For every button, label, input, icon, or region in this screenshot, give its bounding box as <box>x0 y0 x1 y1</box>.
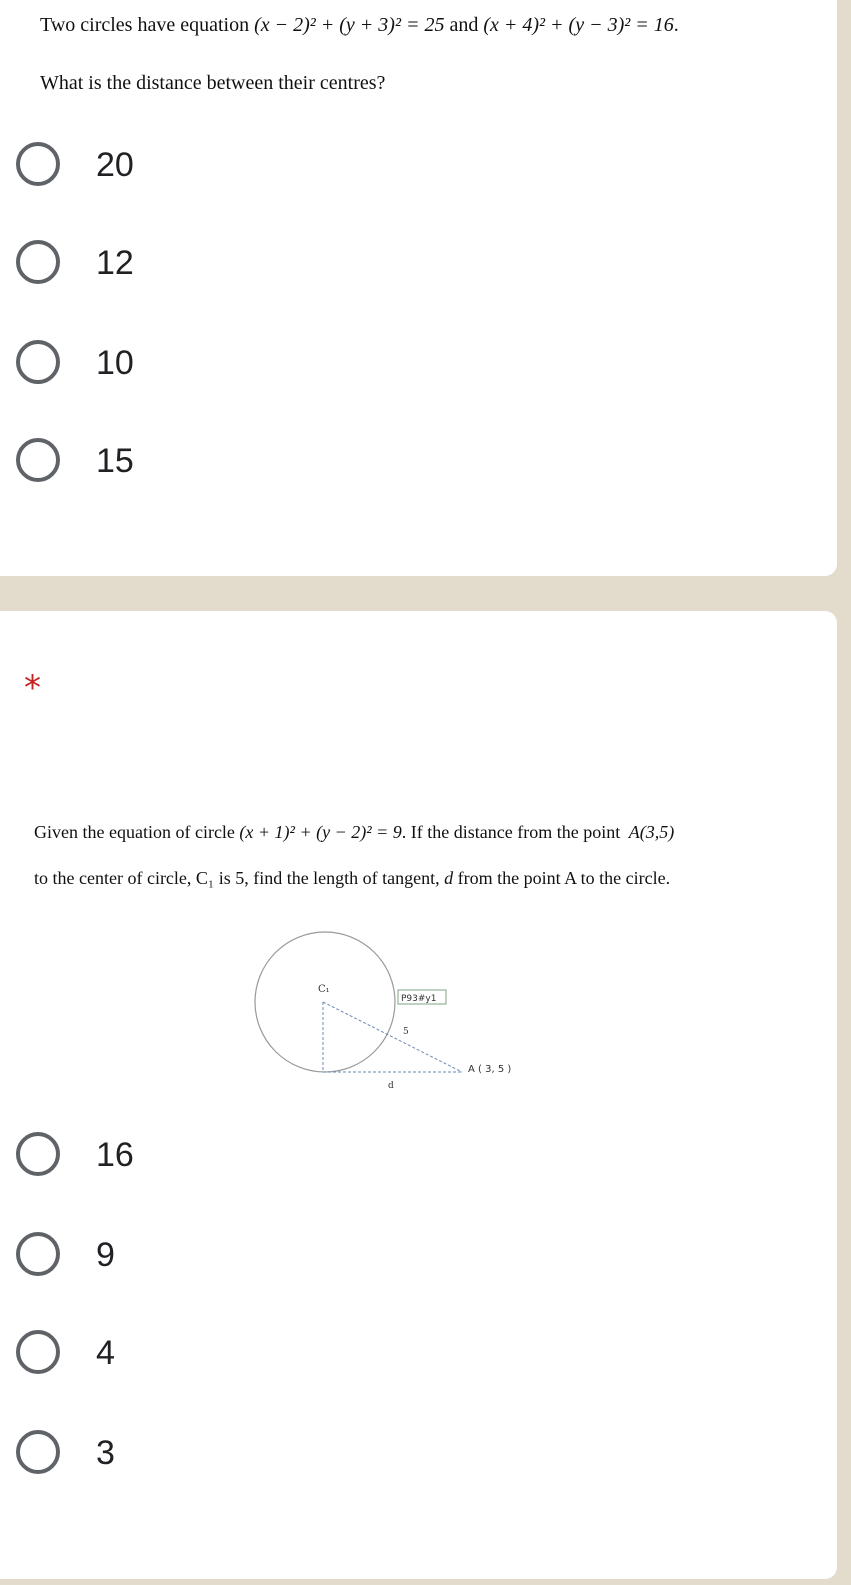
option-label: 3 <box>96 1434 115 1472</box>
radio-button[interactable] <box>16 1430 60 1474</box>
option-label: 10 <box>96 344 134 382</box>
circle-shape <box>255 932 395 1072</box>
option-8[interactable] <box>14 1428 314 1482</box>
radio-button[interactable] <box>16 1132 60 1176</box>
distance-line <box>323 1002 462 1072</box>
option-6[interactable] <box>14 1230 314 1284</box>
center-label: C₁ <box>318 984 330 995</box>
box-label: P93#y1 <box>401 994 437 1004</box>
option-label: 12 <box>96 244 134 282</box>
radio-button[interactable] <box>16 240 60 284</box>
required-asterisk: * <box>24 668 41 708</box>
option-1[interactable] <box>14 140 314 194</box>
option-label: 9 <box>96 1236 115 1274</box>
equation-2: (x + 4)² + (y − 3)² = 16 <box>483 14 674 36</box>
option-5[interactable] <box>14 1130 314 1184</box>
tangent-diagram <box>250 930 550 1100</box>
radio-button[interactable] <box>16 142 60 186</box>
option-2[interactable] <box>14 238 314 292</box>
point-label: A ( 3, 5 ) <box>468 1064 512 1075</box>
base-label: d <box>388 1081 394 1091</box>
radio-button[interactable] <box>16 438 60 482</box>
circle-equation: (x + 1)² + (y − 2)² = 9 <box>239 822 402 842</box>
question-1-text: Two circles have equation (x − 2)² + (y + 3)² = 25 and (x + 4)² + (y − 3)² = 16. <box>40 14 679 36</box>
side-label: 5 <box>403 1027 409 1037</box>
question-2-text: Given the equation of circle (x + 1)² + (y − 2)² = 9. If the distance from the point A(3,5) <box>34 822 675 842</box>
question-2-text-line2: to the center of circle, C₁ is 5, find the length of tangent, d from the point A to the circle. <box>34 868 671 888</box>
option-label: 20 <box>96 146 134 184</box>
question-card-1 <box>0 0 837 576</box>
option-7[interactable] <box>14 1328 314 1382</box>
option-label: 16 <box>96 1136 134 1174</box>
option-label: 4 <box>96 1334 115 1372</box>
equation-1: (x − 2)² + (y + 3)² = 25 <box>254 14 445 36</box>
point-a: A(3,5) <box>628 822 675 842</box>
option-4[interactable] <box>14 436 314 490</box>
option-3[interactable] <box>14 338 314 392</box>
radio-button[interactable] <box>16 340 60 384</box>
question-1-prompt: What is the distance between their centres? <box>40 72 386 94</box>
radio-button[interactable] <box>16 1330 60 1374</box>
option-label: 15 <box>96 442 134 480</box>
radio-button[interactable] <box>16 1232 60 1276</box>
